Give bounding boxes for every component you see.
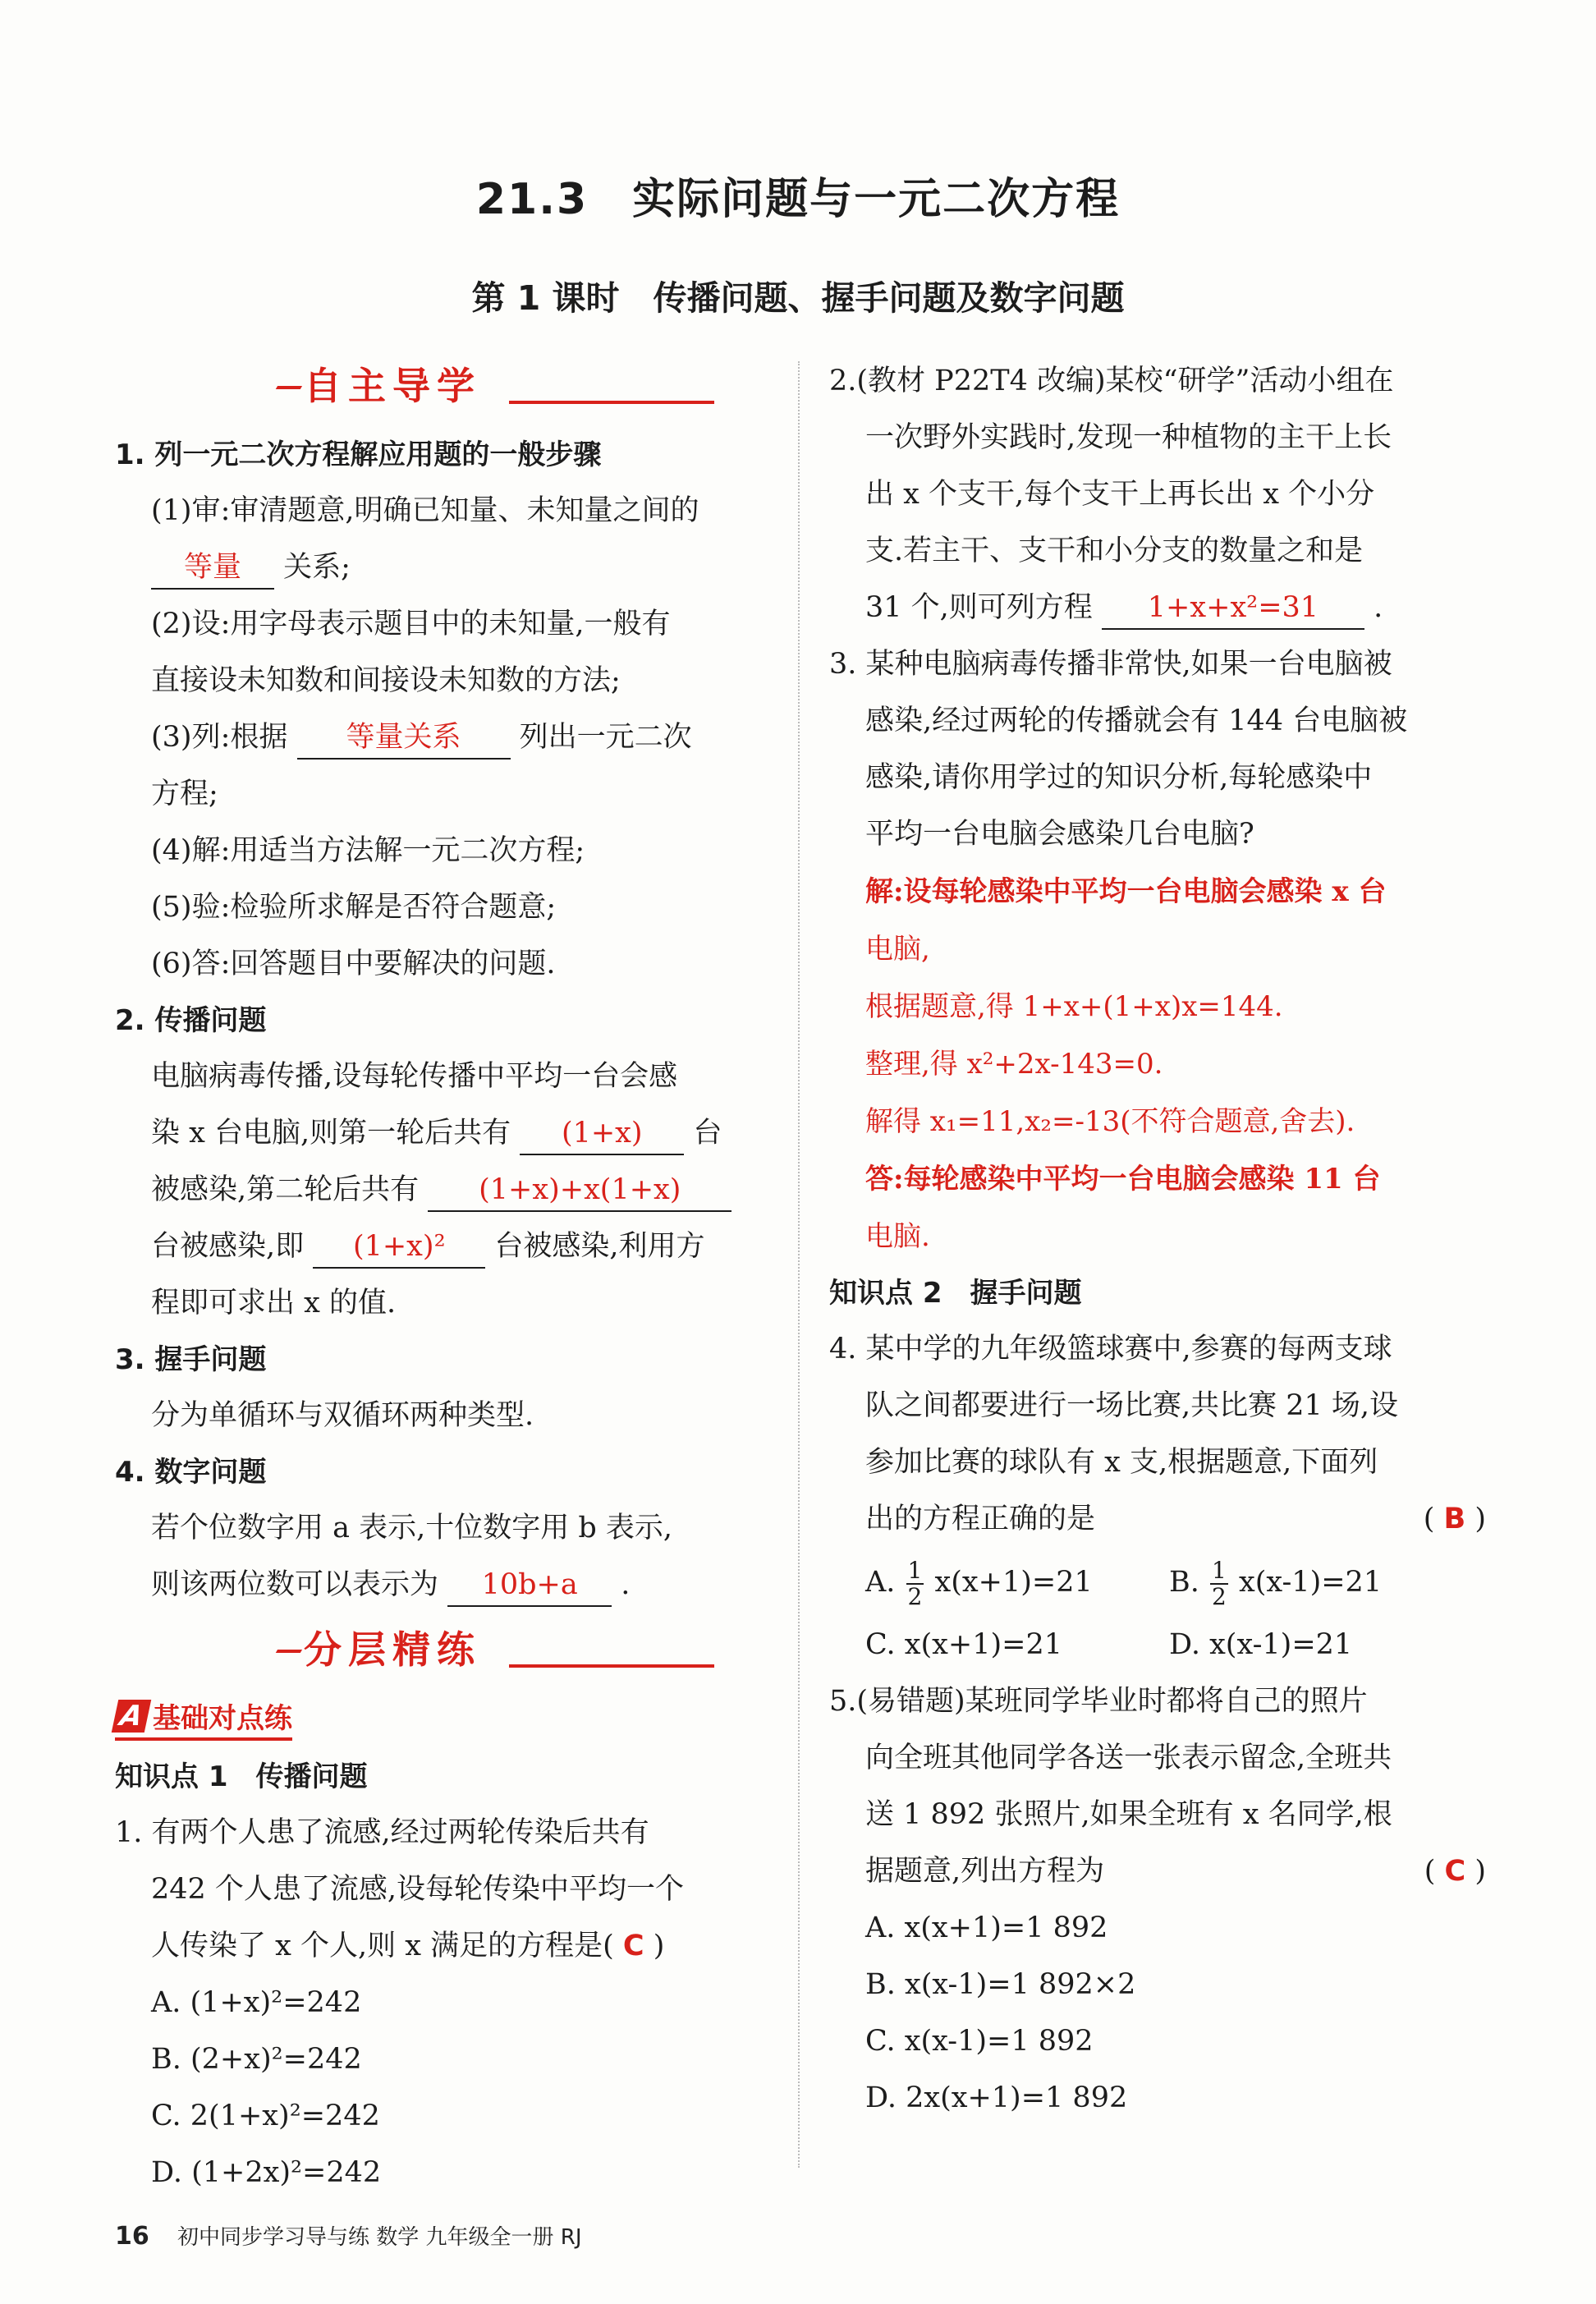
paren-close: ) [1474, 1855, 1486, 1888]
digit-line-2 [115, 1557, 772, 1613]
q4-options-row-2 [829, 1617, 1486, 1673]
solution-line-5: 解得 x₁=11,x₂=-13(不符合题意,舍去). [865, 1105, 1355, 1138]
body-text: 台 [693, 1117, 722, 1150]
section-title: 自主导学 [304, 364, 481, 408]
section-decor-right [509, 1664, 714, 1668]
q1-option-c: C. 2(1+x)²=242 [151, 2100, 380, 2132]
heading-handshake: 3. 握手问题 [115, 1343, 267, 1376]
paren-close: ) [1474, 1503, 1486, 1535]
spread-line-5: 程即可求出 x 的值. [151, 1287, 397, 1320]
q3-line-1: 3. 某种电脑病毒传播非常快,如果一台电脑被 [829, 648, 1392, 681]
q4-line-2: 队之间都要进行一场比赛,共比赛 21 场,设 [865, 1389, 1399, 1422]
paren-open: ( [1424, 1855, 1436, 1888]
answer-paren [1424, 1491, 1486, 1548]
option-label: B. [1169, 1566, 1199, 1599]
heading-spread: 2. 传播问题 [115, 1004, 267, 1037]
answer-blank: 等量 [151, 547, 274, 590]
fraction-numerator: 1 [907, 1556, 923, 1584]
body-text: . [621, 1568, 631, 1601]
body-text: 被感染,第二轮后共有 [151, 1173, 420, 1206]
q4-answer: B [1443, 1503, 1466, 1535]
answer-blank: (1+x)+x(1+x) [428, 1169, 732, 1212]
spread-line-2 [115, 1105, 772, 1162]
fraction-numerator: 1 [1212, 1556, 1227, 1584]
q2-line-5 [829, 580, 1486, 636]
q1-line-3 [115, 1918, 772, 1975]
step-1-line-1: (1)审:审清题意,明确已知量、未知量之间的 [151, 494, 699, 527]
solution-line-7: 电脑. [865, 1220, 930, 1253]
step-text: (3)列:根据 [151, 721, 288, 754]
step-3-line-1 [115, 709, 772, 766]
fraction-half [1210, 1558, 1228, 1609]
question-text: 人传染了 x 个人,则 x 满足的方程是( [151, 1930, 614, 1962]
section-header-self-study [115, 353, 772, 422]
q5-line-2: 向全班其他同学各送一张表示留念,全班共 [865, 1742, 1392, 1774]
book-title: 初中同步学习导与练 数学 九年级全一册 RJ [177, 2225, 582, 2250]
solution-line-6: 答:每轮感染中平均一台电脑会感染 11 台 [865, 1163, 1381, 1196]
section-decor-right [509, 401, 714, 404]
q5-line-4 [829, 1843, 1486, 1900]
answer-blank: 10b+a [447, 1564, 612, 1607]
q2-line-1: 2.(教材 P22T4 改编)某校“研学”活动小组在 [829, 365, 1394, 397]
q4-line-3: 参加比赛的球队有 x 支,根据题意,下面列 [865, 1446, 1378, 1479]
step-1-line-2 [115, 539, 772, 596]
right-column [829, 353, 1486, 2127]
step-5: (5)验:检验所求解是否符合题意; [151, 891, 557, 924]
paren-open: ( [1423, 1503, 1435, 1535]
q1-option-b: B. (2+x)²=242 [151, 2043, 362, 2076]
q5-answer: C [1444, 1855, 1466, 1888]
q5-line-3: 送 1 892 张照片,如果全班有 x 名同学,根 [865, 1798, 1392, 1831]
handshake-line: 分为单循环与双循环两种类型. [151, 1399, 534, 1432]
q4-option-c: C. x(x+1)=21 [865, 1628, 1063, 1661]
heading-digit: 4. 数字问题 [115, 1456, 267, 1489]
question-text: 31 个,则可列方程 [865, 591, 1093, 624]
q4-option-b [1169, 1548, 1473, 1617]
spread-line-3 [115, 1162, 772, 1219]
q4-line-4 [829, 1491, 1486, 1548]
section-title: 分层精练 [304, 1627, 481, 1672]
answer-paren [1424, 1843, 1486, 1900]
fraction-denominator: 2 [907, 1582, 923, 1610]
spread-line-4 [115, 1219, 772, 1275]
q4-options-row-1 [829, 1548, 1486, 1617]
body-text: 台被感染,利用方 [494, 1230, 705, 1263]
chapter-title: 21.3 实际问题与一元二次方程 [475, 175, 1121, 224]
q5-option-b: B. x(x-1)=1 892×2 [865, 1968, 1136, 2001]
digit-line-1: 若个位数字用 a 表示,十位数字用 b 表示, [151, 1512, 673, 1544]
solution-line-4: 整理,得 x²+2x-143=0. [865, 1048, 1163, 1081]
step-6: (6)答:回答题目中要解决的问题. [151, 948, 556, 980]
fraction-denominator: 2 [1212, 1582, 1227, 1610]
q2-line-4: 支.若主干、支干和小分支的数量之和是 [865, 535, 1364, 567]
q1-line-1: 1. 有两个人患了流感,经过两轮传染后共有 [115, 1816, 649, 1849]
section-header-practice [115, 1617, 772, 1686]
answer-blank: (1+x)² [313, 1226, 485, 1269]
q4-option-d: D. x(x-1)=21 [1169, 1628, 1353, 1661]
heading-steps: 1. 列一元二次方程解应用题的一般步骤 [115, 438, 602, 471]
solution-line-1: 解:设每轮感染中平均一台电脑会感染 x 台 [865, 875, 1387, 908]
page-number: 16 [115, 2222, 149, 2251]
q3-line-4: 平均一台电脑会感染几台电脑? [865, 818, 1254, 851]
q1-option-d: D. (1+2x)²=242 [151, 2156, 382, 2189]
q1-option-a: A. (1+x)²=242 [151, 1986, 362, 2019]
q4-option-a [865, 1548, 1169, 1617]
q1-answer: C [622, 1930, 644, 1962]
q5-line-1: 5.(易错题)某班同学毕业时都将自己的照片 [829, 1685, 1368, 1718]
body-text: 台被感染,即 [151, 1230, 305, 1263]
step-text: 列出一元二次 [519, 721, 692, 754]
a-mark-icon: A [112, 1700, 152, 1733]
q2-line-2: 一次野外实践时,发现一种植物的主干上长 [865, 421, 1392, 454]
body-text: 染 x 台电脑,则第一轮后共有 [151, 1117, 511, 1150]
step-text: 关系; [283, 551, 351, 584]
step-3-line-2: 方程; [151, 778, 218, 810]
option-label: A. [865, 1566, 896, 1599]
question-text: ) [653, 1930, 665, 1962]
q1-line-2: 242 个人患了流感,设每轮传染中平均一个 [151, 1873, 685, 1906]
badge-label: 基础对点练 [153, 1702, 292, 1735]
knowledge-point-2: 知识点 2 握手问题 [829, 1277, 1082, 1310]
q4-line-1: 4. 某中学的九年级篮球赛中,参赛的每两支球 [829, 1333, 1392, 1365]
question-text: . [1374, 591, 1383, 624]
left-column [115, 353, 772, 2201]
column-divider [798, 361, 800, 2168]
knowledge-point-1: 知识点 1 传播问题 [115, 1760, 368, 1793]
option-text: x(x+1)=21 [934, 1566, 1093, 1599]
solution-line-2: 电脑, [865, 933, 930, 966]
q3-line-2: 感染,经过两轮的传播就会有 144 台电脑被 [865, 705, 1408, 737]
spread-line-1: 电脑病毒传播,设每轮传播中平均一台会感 [151, 1060, 678, 1093]
lesson-subtitle: 第 1 课时 传播问题、握手问题及数字问题 [471, 278, 1125, 318]
question-text: 据题意,列出方程为 [865, 1855, 1105, 1888]
q5-option-a: A. x(x+1)=1 892 [865, 1912, 1108, 1944]
q3-line-3: 感染,请你用学过的知识分析,每轮感染中 [865, 761, 1373, 794]
q5-option-d: D. 2x(x+1)=1 892 [865, 2081, 1128, 2114]
q2-line-3: 出 x 个支干,每个支干上再长出 x 个小分 [865, 478, 1375, 511]
fraction-half [906, 1558, 924, 1609]
step-4: (4)解:用适当方法解一元二次方程; [151, 834, 585, 867]
page-footer [115, 2220, 582, 2251]
step-2-line-2: 直接设未知数和间接设未知数的方法; [151, 664, 621, 697]
q5-option-c: C. x(x-1)=1 892 [865, 2025, 1094, 2058]
question-text: 出的方程正确的是 [865, 1503, 1096, 1535]
solution-line-3: 根据题意,得 1+x+(1+x)x=144. [865, 990, 1283, 1023]
body-text: 则该两位数可以表示为 [151, 1568, 439, 1601]
option-text: x(x-1)=21 [1238, 1566, 1383, 1599]
step-2-line-1: (2)设:用字母表示题目中的未知量,一般有 [151, 608, 671, 640]
section-decor-left [264, 386, 302, 409]
basic-practice-badge [115, 1696, 292, 1741]
answer-blank: (1+x) [520, 1113, 684, 1155]
section-decor-left [264, 1650, 302, 1673]
answer-blank: 等量关系 [297, 717, 511, 760]
answer-blank: 1+x+x²=31 [1102, 587, 1364, 630]
